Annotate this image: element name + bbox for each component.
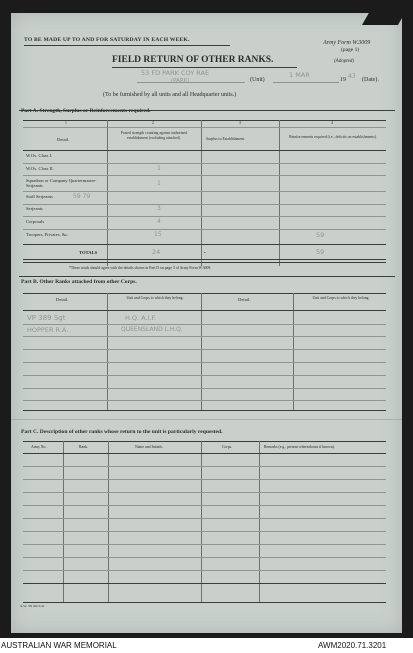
part-b-title: Part B. Other Ranks attached from other Corps. [21, 279, 137, 285]
totals-posted: 24 [152, 248, 161, 256]
totals-label: TOTALS [79, 250, 98, 255]
row-rule [23, 244, 386, 245]
part-b-header-detail-2: Detail. [238, 297, 251, 302]
page-number: (page 1) [341, 47, 360, 53]
part-b-bottom-border [23, 410, 386, 411]
col-header-reinforcements: Reinforcements required (i.e., deficits on establishments). [289, 135, 377, 139]
part-c-row-rule [23, 583, 386, 584]
part-b-row-rule [23, 400, 386, 401]
row-rule [23, 229, 386, 230]
part-b-row-rule [23, 336, 386, 337]
part-c-row-rule [23, 505, 386, 506]
row-detail: Staff Serjeants [26, 194, 53, 199]
row-detail: Serjeants [26, 206, 43, 211]
part-c-header-corps: Corps. [222, 445, 233, 449]
part-c-row-rule [23, 531, 386, 532]
col-number-2: 2 [152, 121, 154, 125]
part-b-header-detail: Detail. [56, 297, 69, 302]
part-c-header-name: Name and Initials. [135, 445, 163, 449]
unit-handwriting-2: (PARK) [171, 78, 190, 84]
year-handwriting: 43 [348, 73, 356, 80]
unit-label: (Unit) [250, 77, 265, 83]
col-number-rule [23, 127, 386, 128]
row-rule [23, 204, 386, 205]
row-detail: W.Os. Class I. [26, 153, 53, 158]
part-c-row-rule [23, 544, 386, 545]
furnish-note: (To be furnished by all units and all Headquarter units.) [103, 92, 237, 98]
date-label: (Date). [362, 77, 379, 83]
part-c-row-rule [23, 479, 386, 480]
row-rule [23, 175, 386, 176]
row-rule [23, 163, 386, 164]
part-c-top-border [23, 441, 386, 442]
totals-rule-1 [23, 259, 386, 260]
part-b-row-rule [23, 375, 386, 376]
row-posted-value: 4 [157, 218, 161, 225]
totals-reinforcements: 59 [316, 248, 325, 256]
part-b-row-rule [23, 388, 386, 389]
part-b-header-unit-2: Unit and Corps to which they belong. [312, 296, 370, 300]
row-detail: Troopers, Privates, &c. [26, 232, 69, 237]
row-detail: W.Os. Class II. [26, 166, 54, 171]
instruction-underline [24, 45, 230, 46]
fold-crease [11, 419, 402, 420]
row-posted-value: 1 [157, 165, 161, 172]
part-c-row-rule [23, 466, 386, 467]
part-b-row-rule [23, 324, 386, 325]
form-title: FIELD RETURN OF OTHER RANKS. [112, 55, 274, 65]
totals-surplus: • [204, 250, 206, 255]
part-b-header-unit: Unit and Corps to which they belong. [126, 296, 184, 300]
row-detail: Squadron or Company Quartermaster-Serjeants [26, 178, 97, 189]
unit-line [137, 82, 245, 83]
row-rule [23, 216, 386, 217]
part-b-entry-unit: H.Q. A.I.F. [125, 314, 157, 322]
adopted-note: (Adopted) [334, 59, 354, 64]
row-posted-value: 1 [157, 180, 161, 187]
form-number: Army Form W.3009 [323, 40, 371, 46]
part-c-header-rank: Rank. [79, 445, 88, 449]
part-a-header-rule [23, 150, 386, 151]
row-posted-value: 3 [157, 205, 161, 212]
part-c-row-rule [23, 557, 386, 558]
part-c-bottom-border [23, 602, 386, 603]
form-page [11, 13, 402, 633]
date-handwriting: 1 MAR [289, 71, 310, 79]
part-c-row-rule [23, 518, 386, 519]
col-header-posted: Posted strength counting against authorized establishment (excluding attached). [120, 131, 188, 140]
part-c-header-remarks: Remarks (e.g., present whereabouts if known). [264, 445, 335, 449]
row-rule [23, 191, 386, 192]
archive-credit: AUSTRALIAN WAR MEMORIAL [1, 641, 117, 650]
part-b-row-rule [23, 362, 386, 363]
unit-handwriting: 53 FD PARK COY RAE [141, 69, 210, 77]
col-number-1: 1 [65, 121, 67, 125]
col-header-detail: Detail. [57, 137, 70, 142]
print-code: A.W. 3N 40s 5/41 [20, 604, 45, 608]
part-b-entry-detail: HOPPER R.A. [27, 326, 69, 334]
part-c-header-army-no: Army No. [31, 445, 47, 449]
row-posted-value: 15 [154, 231, 162, 238]
staff-handwriting: 59 79 [73, 193, 91, 200]
part-c-row-rule [23, 492, 386, 493]
date-line [273, 82, 339, 83]
col-number-3: 3 [239, 121, 241, 125]
part-c-row-rule [23, 570, 386, 571]
part-b-entry-detail: VP 389 Sgt [27, 314, 66, 322]
section-divider-b [19, 276, 395, 277]
part-a-title: Part A. Strength, Surplus or Reinforcements required. [21, 108, 151, 114]
part-b-entry-unit: QUEENSLAND L.H.Q. [121, 326, 183, 333]
totals-rule-2 [23, 262, 386, 263]
col-header-surplus: Surplus to Establishment. [206, 137, 245, 141]
year-prefix: 19 [340, 77, 346, 83]
instruction-text: TO BE MADE UP TO AND FOR SATURDAY IN EACH WEEK. [24, 37, 190, 43]
archive-reference: AWM2020.71.3201 [318, 641, 387, 650]
row-reinforcements-value: 59 [316, 231, 325, 239]
torn-corner [362, 11, 406, 25]
totals-note: *These totals should agree with the details shown in Part D on page 3 of Army Form W.3009. [69, 266, 212, 270]
part-c-header-rule [23, 453, 386, 454]
part-c-title: Part C. Description of other ranks whose return to the unit is particularly requested. [21, 429, 223, 435]
part-b-top-border [23, 293, 386, 294]
col-number-4: 4 [331, 121, 333, 125]
row-detail: Corporals [26, 219, 45, 224]
title-underline [112, 67, 297, 68]
part-b-row-rule [23, 349, 386, 350]
part-b-header-rule [23, 310, 386, 311]
